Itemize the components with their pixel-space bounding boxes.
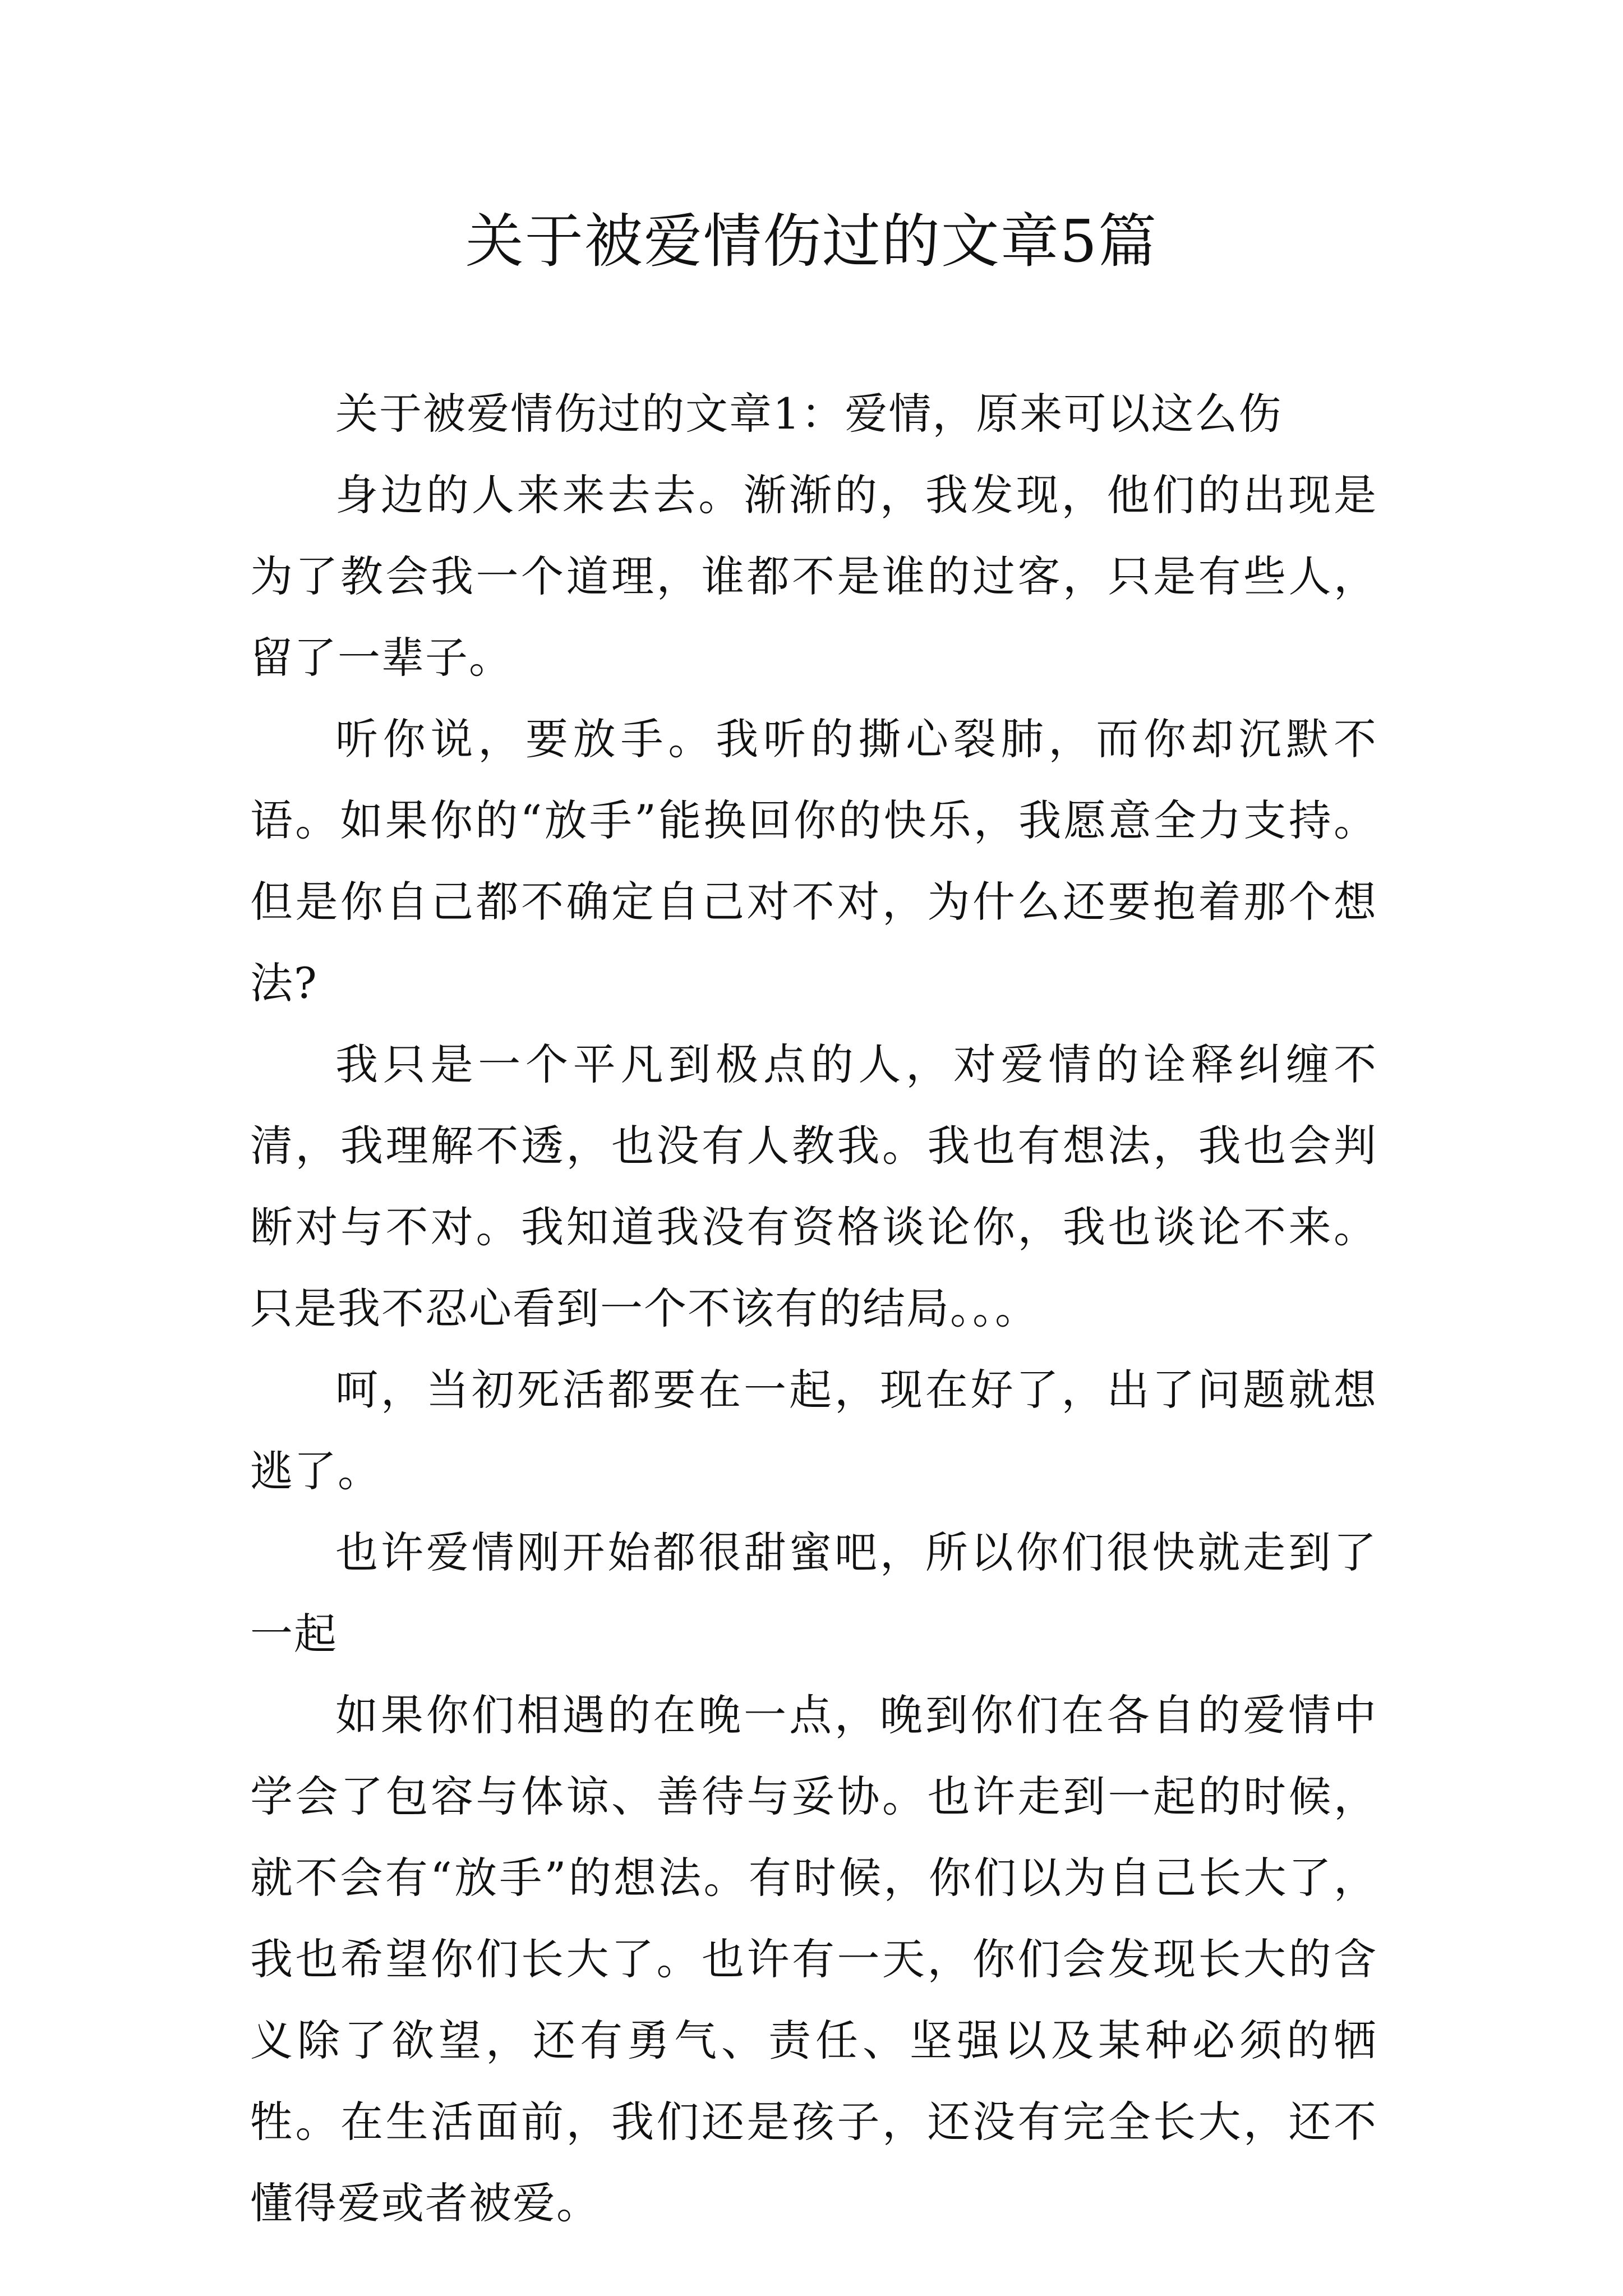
paragraph: 身边的人来来去去。渐渐的，我发现，他们的出现是为了教会我一个道理，谁都不是谁的过客，只是有些人，留了一辈子。	[250, 470, 1377, 683]
paragraph: 如果你们相遇的在晚一点，晚到你们在各自的爱情中学会了包容与体谅、善待与妥协。也许走到一起的时候，就不会有“放手”的想法。有时候，你们以为自己长大了，我也希望你们长大了。也许有一天，你们会发现长大的含义除了欲望，还有勇气、责任、坚强以及某种必须的牺牲。在生活面前，我们还是孩子，还没有完全长大，还不懂得爱或者被爱。	[250, 1690, 1377, 2228]
paragraph: 我只是一个平凡到极点的人，对爱情的诠释纠缠不清，我理解不透，也没有人教我。我也有想法，我也会判断对与不对。我知道我没有资格谈论你，我也谈论不来。只是我不忍心看到一个不该有的结局。。。	[250, 1039, 1377, 1333]
paragraph-heading: 关于被爱情伤过的文章1：爱情，原来可以这么伤	[335, 389, 1283, 439]
paragraph: 呵，当初死活都要在一起，现在好了，出了问题就想逃了。	[250, 1365, 1377, 1496]
document-title: 关于被爱情伤过的文章5篇	[465, 207, 1158, 275]
paragraph: 也许爱情刚开始都很甜蜜吧，所以你们很快就走到了一起	[250, 1527, 1377, 1659]
document-body	[250, 373, 1377, 2244]
paragraph: 听你说，要放手。我听的撕心裂肺，而你却沉默不语。如果你的“放手”能换回你的快乐，我愿意全力支持。但是你自己都不确定自己对不对，为什么还要抱着那个想法?	[250, 714, 1377, 1008]
